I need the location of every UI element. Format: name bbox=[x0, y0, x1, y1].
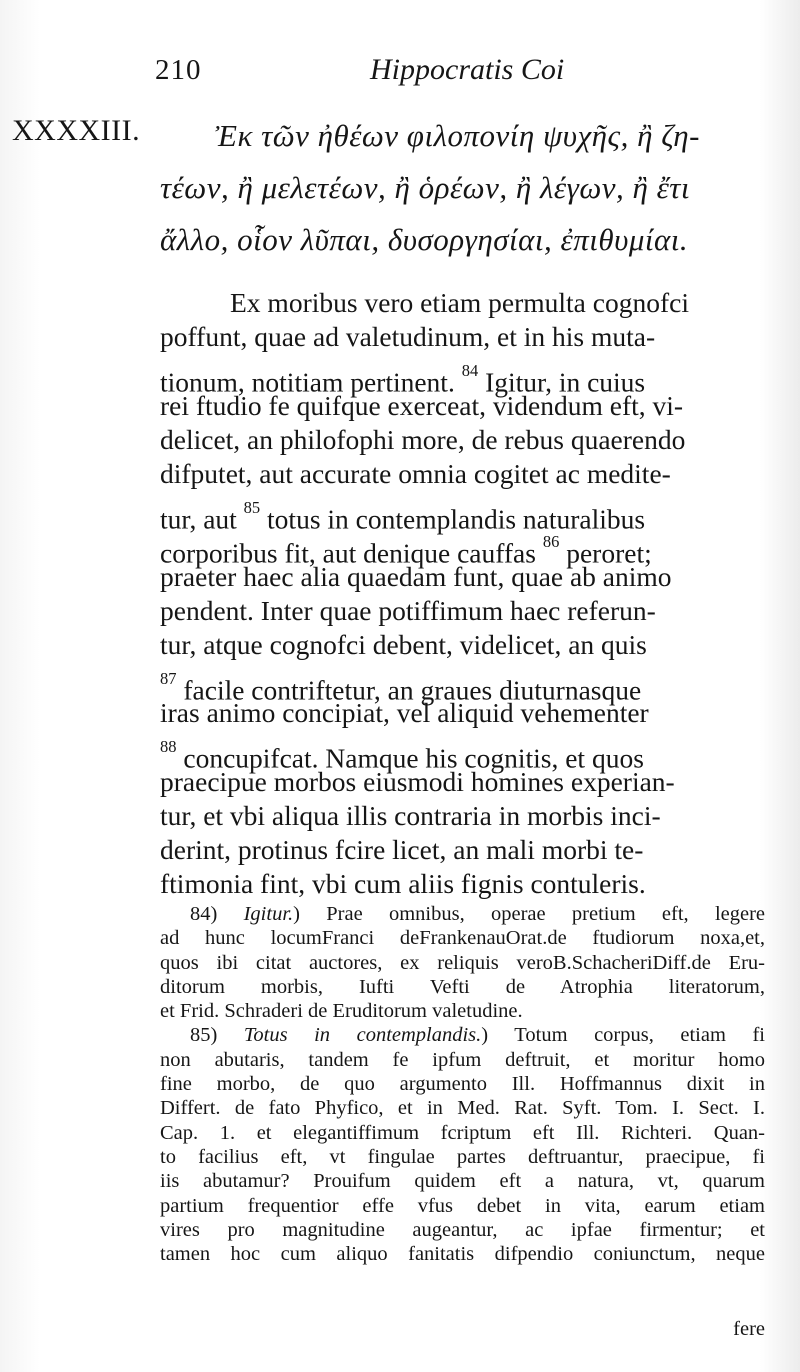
section-number: XXXXIII. bbox=[12, 114, 141, 147]
footnote-text: ditorum morbis, Iufti Vefti de Atrophia literatorum, bbox=[160, 975, 765, 998]
footnote-line bbox=[160, 926, 765, 950]
greek-line: τέων, ἢ μελετέων, ἢ ὁρέων, ἢ λέγων, ἢ ἔτι bbox=[160, 170, 691, 205]
footnote-ref: 87 bbox=[160, 669, 177, 689]
text-segment: delicet, an philofophi more, de rebus quaerendo bbox=[160, 423, 686, 455]
footnote-lemma: Totus in contemplandis. bbox=[243, 1024, 482, 1047]
text-line bbox=[160, 696, 765, 730]
text-segment: pendent. Inter quae potiffimum haec referun- bbox=[160, 594, 656, 626]
latin-commentary bbox=[160, 286, 765, 901]
footnote-line bbox=[160, 1218, 765, 1242]
footnote-number: 85) bbox=[190, 1024, 244, 1047]
footnote-text: Differt. de fato Phyfico, et in Med. Rat. Syft. Tom. I. Sect. I. bbox=[160, 1097, 765, 1120]
footnote-line bbox=[160, 1121, 765, 1145]
text-line bbox=[160, 423, 765, 457]
text-segment: rei ftudio fe quifque exerceat, videndum eft, vi- bbox=[160, 389, 684, 421]
footnote-text: et Frid. Schraderi de Eruditorum valetudine. bbox=[160, 1000, 523, 1023]
page-header bbox=[155, 50, 575, 90]
running-title: Hippocratis Coi bbox=[370, 53, 565, 86]
footnote-text: ) bbox=[293, 903, 327, 925]
text-line bbox=[160, 799, 765, 833]
footnote-line bbox=[160, 999, 765, 1023]
footnote-lemma: Igitur. bbox=[243, 903, 294, 925]
text-line bbox=[160, 628, 765, 662]
footnote-text: fine morbo, de quo argumento Ill. Hoffmannus dixit in bbox=[160, 1073, 765, 1096]
text-segment: facile contriftetur, an graues diuturnasque bbox=[176, 674, 642, 706]
footnote-line bbox=[160, 1242, 765, 1266]
text-segment: tionum, notitiam pertinent. bbox=[160, 366, 462, 398]
footnote-line bbox=[160, 951, 765, 975]
footnote-text: ad hunc locumFranci deFrankenauOrat.de ftudiorum noxa,et, bbox=[160, 927, 765, 950]
catchword: fere bbox=[733, 1318, 765, 1340]
text-line bbox=[160, 525, 765, 569]
text-segment: derint, protinus fcire licet, an mali morbi te- bbox=[160, 834, 644, 865]
footnote-line bbox=[160, 902, 765, 926]
footnote-line bbox=[160, 1145, 765, 1169]
text-segment: Igitur, in cuius bbox=[478, 366, 646, 398]
text-line bbox=[160, 662, 765, 706]
footnote-text: quos ibi citat auctores, ex reliquis veroB.SchacheriDiff.de Eru- bbox=[160, 951, 765, 974]
text-segment: tur, et vbi aliqua illis contraria in morbis inci- bbox=[160, 799, 661, 831]
footnote-text: Totum corpus, etiam fi bbox=[514, 1024, 765, 1047]
footnote-text: ) bbox=[481, 1024, 515, 1047]
text-segment: tur, atque cognofci debent, videlicet, an quis bbox=[160, 628, 647, 660]
text-segment: tur, aut bbox=[160, 503, 244, 535]
footnote-line bbox=[160, 1169, 765, 1193]
text-line bbox=[160, 491, 765, 535]
text-line bbox=[160, 730, 765, 774]
text-line bbox=[160, 389, 765, 423]
footnote-ref: 84 bbox=[461, 361, 479, 381]
text-segment: corporibus fit, aut denique cauffas bbox=[160, 537, 543, 569]
footnote-line bbox=[160, 1096, 765, 1120]
text-line bbox=[160, 320, 765, 354]
footnote-text: iis abutamur? Prouifum quidem eft a natura, vt, quarum bbox=[160, 1170, 765, 1193]
footnote-line bbox=[160, 1048, 765, 1072]
text-segment: iras animo concipiat, vel aliquid vehementer bbox=[160, 697, 649, 729]
footnote-text: Cap. 1. et elegantiffimum fcriptum eft Ill. Richteri. Quan- bbox=[160, 1121, 765, 1144]
text-line bbox=[160, 457, 765, 491]
greek-line: Ἐκ τῶν ἠθέων φιλοπονίη ψυχῆς, ἢ ζη- bbox=[215, 118, 700, 153]
footnotes bbox=[160, 902, 765, 1266]
greek-line: ἄλλο, οἷον λῦπαι, δυσοργησίαι, ἐπιθυμίαι. bbox=[160, 222, 689, 257]
footnote-line bbox=[160, 1194, 765, 1218]
page-number: 210 bbox=[155, 54, 202, 86]
footnote-text: vires pro magnitudine augeantur, ac ipfae firmentur; et bbox=[160, 1218, 765, 1241]
text-line bbox=[160, 560, 765, 594]
text-line bbox=[160, 594, 765, 628]
footnote-line bbox=[160, 975, 765, 999]
text-segment: totus in contemplandis naturalibus bbox=[260, 503, 646, 535]
text-line bbox=[160, 354, 765, 398]
footnote-ref: 88 bbox=[160, 737, 177, 757]
catchword-block bbox=[160, 1317, 765, 1341]
text-segment: difputet, aut accurate omnia cogitet ac medite- bbox=[160, 457, 671, 489]
footnote-line bbox=[160, 1023, 765, 1047]
footnote-line bbox=[160, 1072, 765, 1096]
footnote-number: 84) bbox=[190, 903, 244, 925]
footnote-text: tamen hoc cum aliquo fanitatis difpendio coniunctum, neque bbox=[160, 1243, 765, 1266]
text-line bbox=[160, 765, 765, 799]
text-segment: praecipue morbos eiusmodi homines experian- bbox=[160, 765, 675, 797]
text-line bbox=[160, 867, 765, 901]
footnote-text: non abutaris, tandem fe ipfum deftruit, et moritur homo bbox=[160, 1048, 765, 1071]
footnote-text: Prae omnibus, operae pretium eft, legere bbox=[326, 903, 766, 925]
text-segment: praeter haec alia quaedam funt, quae ab animo bbox=[160, 560, 672, 592]
footnote-text: partium frequentior effe vfus debet in vita, earum etiam bbox=[160, 1194, 765, 1217]
text-line bbox=[160, 833, 765, 867]
text-segment: Ex moribus vero etiam permulta cognofci bbox=[230, 287, 689, 318]
footnote-text: to facilius eft, vt fingulae partes deftruantur, praecipue, fi bbox=[160, 1145, 765, 1168]
text-segment: concupifcat. Namque his cognitis, et quos bbox=[176, 742, 644, 774]
footnote-ref: 85 bbox=[243, 498, 261, 518]
footnote-ref: 86 bbox=[542, 532, 560, 552]
text-segment: ftimonia fint, vbi cum aliis fignis contuleris. bbox=[160, 868, 646, 900]
text-segment: peroret; bbox=[559, 537, 652, 569]
text-line bbox=[160, 286, 765, 320]
text-segment: poffunt, quae ad valetudinum, et in his muta- bbox=[160, 321, 656, 353]
